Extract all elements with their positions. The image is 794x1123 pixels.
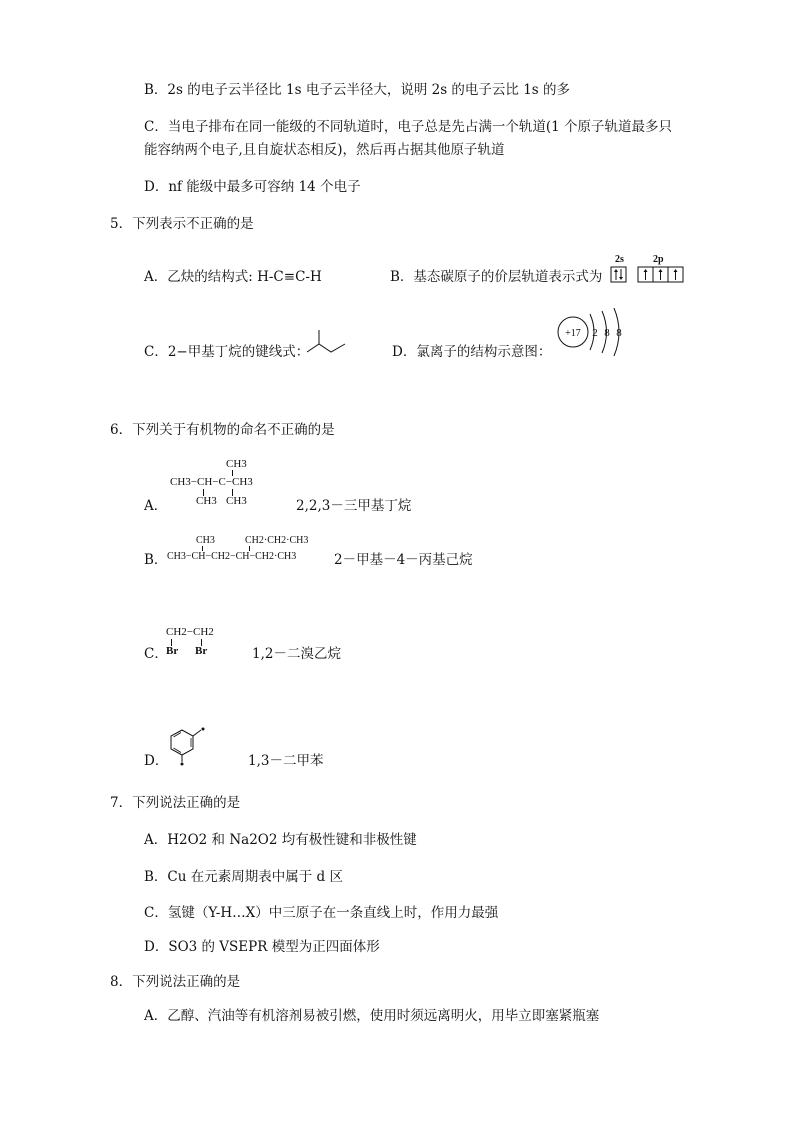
shell-1-count: 2: [592, 327, 598, 339]
q6a-top-methyl: CH3: [226, 458, 247, 470]
q6-option-c-label: C．: [144, 646, 168, 662]
q6a-bottom-left-methyl: CH3: [196, 495, 217, 507]
q5-option-c: C．2−甲基丁烷的键线式：: [144, 344, 310, 360]
q5-option-b: B．基态碳原子的价层轨道表示式为: [390, 269, 603, 285]
q6c-chain: CH2−CH2: [166, 626, 214, 638]
q7-option-a: A．H2O2 和 Na2O2 均有极性键和非极性键: [144, 832, 417, 848]
shell-2-count: 8: [604, 327, 610, 339]
q6c-bromine-right: Br: [195, 645, 208, 657]
q7-title: 7．下列说法正确的是: [110, 795, 241, 811]
chloride-ion-structure: [556, 308, 636, 360]
orbital-boxes: [610, 266, 686, 284]
q6-option-d-name: 1,3－二甲苯: [248, 753, 324, 769]
q7-option-c: C．氢键（Y-H…X）中三原子在一条直线上时，作用力最强: [144, 905, 499, 921]
q7-option-b: B．Cu 在元素周期表中属于 d 区: [144, 869, 343, 885]
nucleus-charge: +17: [565, 328, 581, 339]
q5-option-d: D．氯离子的结构示意图：: [392, 344, 552, 360]
q5-title: 5．下列表示不正确的是: [110, 216, 254, 232]
q7-option-d: D．SO3 的 VSEPR 模型为正四面体形: [144, 939, 380, 955]
q6-option-b-label: B．: [144, 552, 168, 568]
q6a-main-chain: CH3−CH−C−CH3: [170, 476, 253, 488]
q6-option-b-name: 2－甲基－4－丙基己烷: [334, 552, 473, 568]
q6b-top-left-methyl: CH3: [196, 535, 215, 546]
q6a-bottom-right-methyl: CH3: [226, 495, 247, 507]
q6-option-a-name: 2,2,3－三甲基丁烷: [296, 498, 412, 514]
orbital-label-2p: 2p: [653, 254, 664, 265]
q4-option-c-line2: 能容纳两个电子,且自旋状态相反)，然后再占据其他原子轨道: [144, 142, 505, 158]
q8-option-a: A．乙醇、汽油等有机溶剂易被引燃，使用时须远离明火，用毕立即塞紧瓶塞: [144, 1008, 600, 1024]
q6-option-d-label: D．: [144, 753, 169, 769]
q6-title: 6．下列关于有机物的命名不正确的是: [110, 422, 335, 438]
q6b-top-right-propyl: CH2·CH2·CH3: [245, 535, 309, 546]
q6c-bromine-left: Br: [166, 645, 179, 657]
meta-xylene-structure: [160, 718, 210, 768]
orbital-label-2s: 2s: [615, 254, 624, 265]
q6b-main-chain: CH3−CH−CH2−CH−CH2·CH3: [167, 551, 297, 562]
q6-option-a-label: A．: [144, 498, 168, 514]
q4-option-d: D．nf 能级中最多可容纳 14 个电子: [144, 179, 361, 195]
shell-3-count: 8: [616, 327, 622, 339]
q8-title: 8．下列说法正确的是: [110, 974, 241, 990]
q6-option-c-name: 1,2－二溴乙烷: [252, 646, 341, 662]
orbital-diagram: [610, 254, 686, 288]
q4-option-b: B．2s 的电子云半径比 1s 电子云半径大，说明 2s 的电子云比 1s 的多: [144, 82, 571, 98]
q5-option-a: A．乙炔的结构式: H-C≡C-H: [144, 269, 322, 285]
q4-option-c-line1: C．当电子排布在同一能级的不同轨道时，电子总是先占满一个轨道(1 个原子轨道最多只: [144, 119, 672, 135]
skeletal-formula-2-methylbutane: [302, 328, 350, 356]
